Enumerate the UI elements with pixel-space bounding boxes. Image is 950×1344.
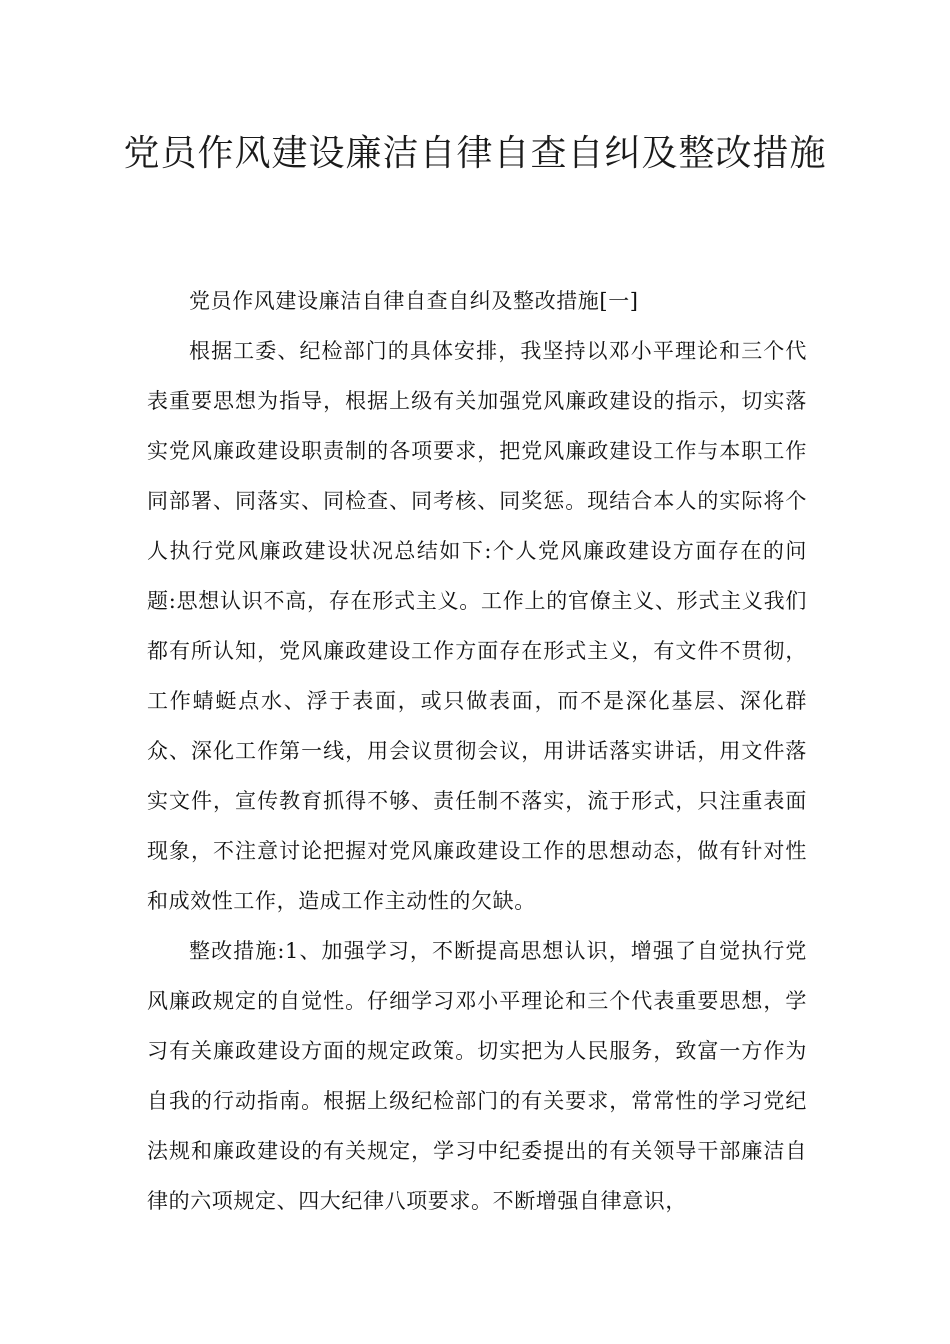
section-heading: 党员作风建设廉洁自律自查自纠及整改措施[一] bbox=[189, 289, 639, 313]
paragraph-measures: 整改措施:1、加强学习，不断提高思想认识，增强了自觉执行党风廉政规定的自觉性。仔细学习邓小平理论和三个代表重要思想，学习有关廉政建设方面的规定政策。切实把为人民服务，致富一方作为自我的行动指南。根据上级纪检部门的有关要求，常常性的学习党纪法规和廉政建设的有关规定，学习中纪委提出的有关领导干部廉洁自律的六项规定、四大纪律八项要求。不断增强自律意识， bbox=[147, 939, 807, 1213]
document-body bbox=[147, 276, 807, 1226]
paragraph-problems: 根据工委、纪检部门的具体安排，我坚持以邓小平理论和三个代表重要思想为指导，根据上级有关加强党风廉政建设的指示，切实落实党风廉政建设职责制的各项要求，把党风廉政建设工作与本职工作同部署、同落实、同检查、同考核、同奖惩。现结合本人的实际将个人执行党风廉政建设状况总结如下:个人党风廉政建设方面存在的问题:思想认识不高，存在形式主义。工作上的官僚主义、形式主义我们都有所认知，党风廉政建设工作方面存在形式主义，有文件不贯彻，工作蜻蜓点水、浮于表面，或只做表面，而不是深化基层、深化群众、深化工作第一线，用会议贯彻会议，用讲话落实讲话，用文件落实文件，宣传教育抓得不够、责任制不落实，流于形式，只注重表面现象，不注意讨论把握对党风廉政建设工作的思想动态，做有针对性和成效性工作，造成工作主动性的欠缺。 bbox=[147, 339, 807, 913]
document-title: 党员作风建设廉洁自律自查自纠及整改措施 bbox=[123, 133, 827, 174]
